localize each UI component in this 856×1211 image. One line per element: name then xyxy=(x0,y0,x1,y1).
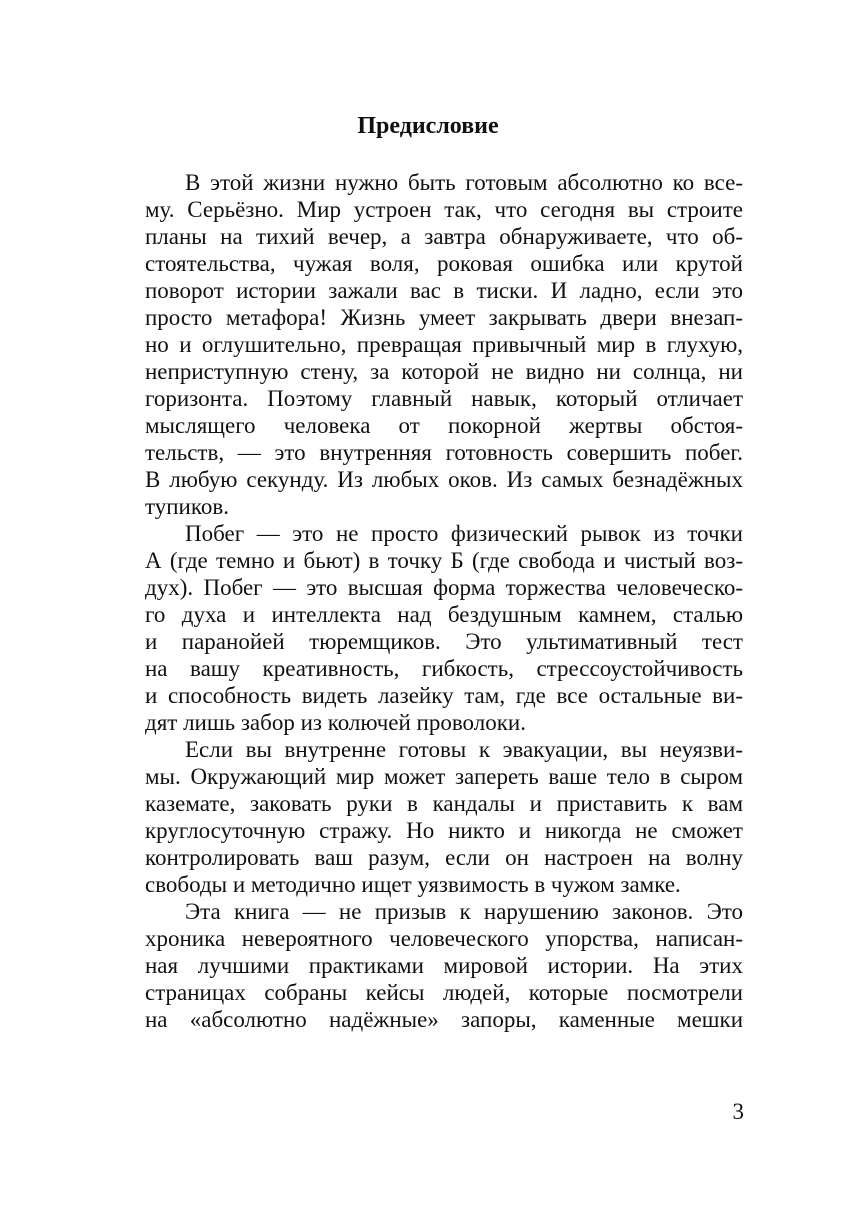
chapter-title: Предисловие xyxy=(357,113,499,139)
paragraph xyxy=(145,520,743,736)
body-text xyxy=(145,169,743,1033)
text-line: го духа и интеллекта над бездушным камнем, сталью xyxy=(145,602,743,627)
text-line: контролировать ваш разум, если он настроен на волну xyxy=(145,845,743,870)
text-line: хроника невероятного человеческого упорства, написан- xyxy=(145,926,743,951)
text-line: поворот истории зажали вас в тиски. И ладно, если это xyxy=(145,278,743,303)
text-line: дят лишь забор из колючей проволоки. xyxy=(145,710,526,735)
text-line: просто метафора! Жизнь умеет закрывать двери внезап- xyxy=(145,305,743,330)
text-line: тельств, — это внутренняя готовность совершить побег. xyxy=(145,440,743,465)
page-number: 3 xyxy=(732,1099,744,1124)
text-line: но и оглушительно, превращая привычный мир в глухую, xyxy=(145,332,743,357)
text-line: му. Серьёзно. Мир устроен так, что сегодня вы строите xyxy=(145,197,743,222)
text-line: тупиков. xyxy=(145,494,229,519)
text-line: и паранойей тюремщиков. Это ультимативный тест xyxy=(145,629,743,654)
text-line: свободы и методично ищет уязвимость в чужом замке. xyxy=(145,872,681,897)
paragraph xyxy=(145,736,743,898)
text-line: Побег — это не просто физический рывок из точки xyxy=(185,521,743,546)
text-line: В любую секунду. Из любых оков. Из самых безнадёжных xyxy=(145,467,743,492)
text-line: планы на тихий вечер, а завтра обнаруживаете, что об- xyxy=(145,224,743,249)
text-line: на вашу креативность, гибкость, стрессоустойчивость xyxy=(145,656,743,681)
text-line: Если вы внутренне готовы к эвакуации, вы неуязви- xyxy=(185,737,743,762)
text-line: В этой жизни нужно быть готовым абсолютно ко все- xyxy=(185,170,743,195)
text-line: неприступную стену, за которой не видно ни солнца, ни xyxy=(145,359,743,384)
text-line: А (где темно и бьют) в точку Б (где свобода и чистый воз- xyxy=(145,548,743,573)
text-line: страницах собраны кейсы людей, которые посмотрели xyxy=(145,980,743,1005)
text-line: и способность видеть лазейку там, где все остальные ви- xyxy=(145,683,743,708)
text-line: стоятельства, чужая воля, роковая ошибка или крутой xyxy=(145,251,743,276)
text-line: дух). Побег — это высшая форма торжества человеческо- xyxy=(145,575,743,600)
text-line: круглосуточную стражу. Но никто и никогда не сможет xyxy=(145,818,743,843)
text-line: Эта книга — не призыв к нарушению законов. Это xyxy=(185,899,743,924)
text-line: мы. Окружающий мир может запереть ваше тело в сыром xyxy=(145,764,743,789)
paragraph xyxy=(145,169,743,520)
text-line: на «абсолютно надёжные» запоры, каменные мешки xyxy=(145,1007,743,1032)
text-line: мыслящего человека от покорной жертвы обстоя- xyxy=(145,413,743,438)
text-line: ная лучшими практиками мировой истории. На этих xyxy=(145,953,743,978)
text-line: каземате, заковать руки в кандалы и приставить к вам xyxy=(145,791,743,816)
paragraph xyxy=(145,898,743,1033)
text-line: горизонта. Поэтому главный навык, который отличает xyxy=(145,386,743,411)
